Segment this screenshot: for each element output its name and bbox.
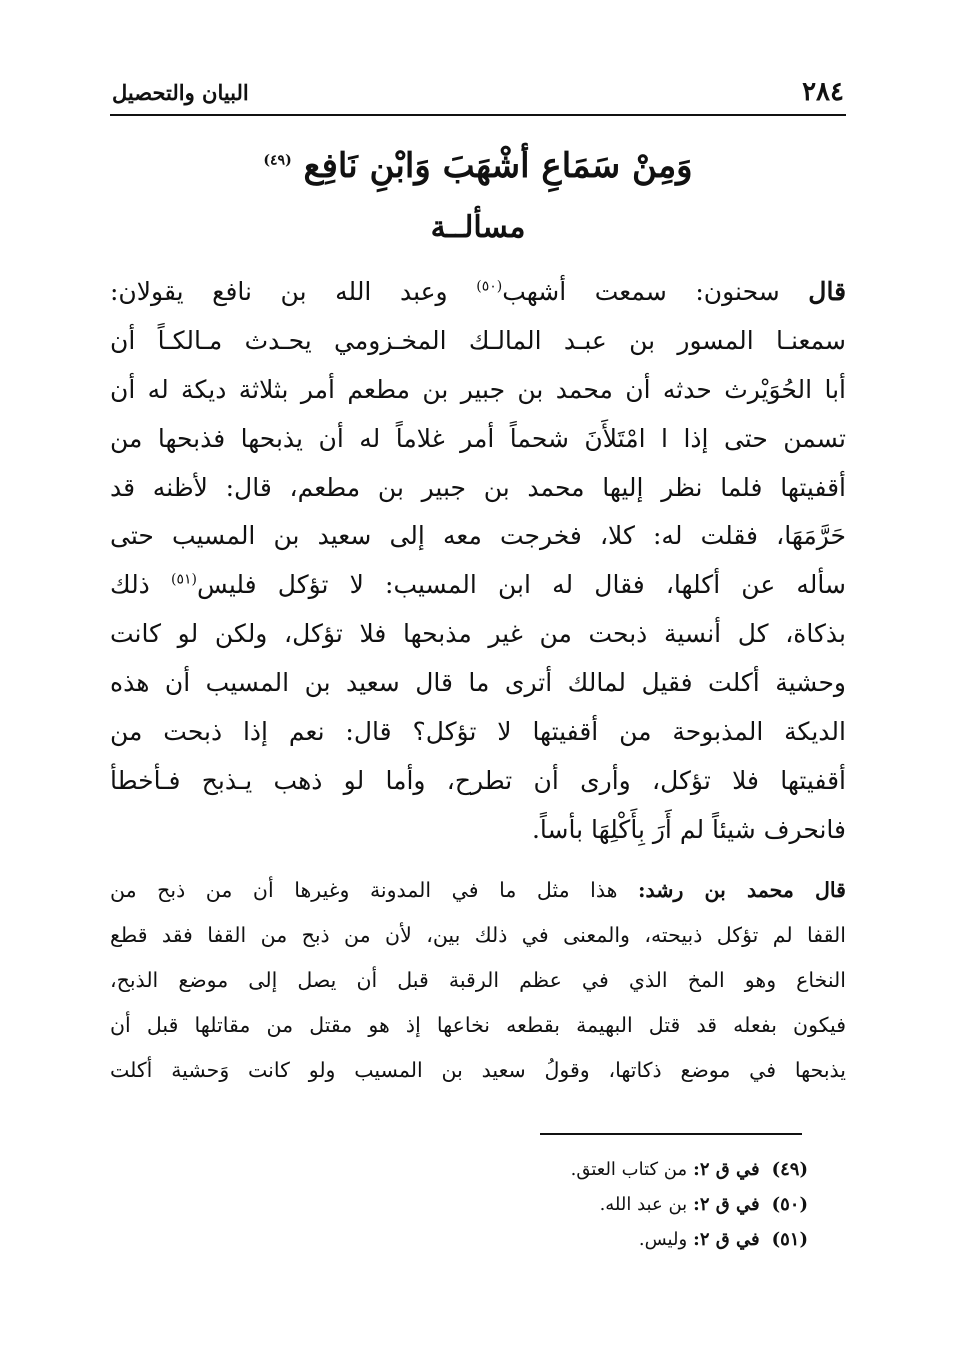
footnote-text: وليس.	[638, 1229, 688, 1250]
footnote-number: (٥٠)	[771, 1194, 808, 1215]
footnote	[110, 1222, 808, 1257]
footnote-number: (٥١)	[771, 1229, 808, 1250]
footnote-ref: (٤٩)	[263, 152, 292, 169]
text-line: يذبحها في موضع ذكاتها، وقولُ سعيد بن المسيب ولو كانت وَحشية أكلت	[110, 1058, 846, 1082]
running-header	[112, 70, 844, 114]
header-rule	[110, 114, 846, 116]
text-line: سمعنـا المسور بن عبـد المالـك المخـزومي يحـدث مـالكـاً أن	[110, 325, 846, 355]
footnotes	[110, 1152, 808, 1257]
speaker-label: قال محمد بن رشد:	[637, 878, 846, 902]
text-line: النخاع وهو المخ الذي في عظم الرقبة قبل أن يصل إلى موضع الذبح،	[110, 968, 846, 992]
speaker-label: قال	[808, 277, 846, 306]
footnote-rule	[540, 1133, 802, 1135]
footnote-ref: (٥١)	[170, 572, 197, 589]
text-line: أقفيتها فلا تؤكل، وأرى أن تطرح، وأما لو ذهب يـذبح فـأخطأ	[110, 765, 846, 795]
subtitle: مسألــة	[430, 210, 526, 245]
footnote-text: من كتاب العتق.	[570, 1159, 688, 1180]
text-line: وحشية أكلت فقيل لمالك أترى ما قال سعيد بن المسيب أن هذه	[110, 668, 846, 698]
text-line: قال سحنون: سمعت أشهب$^{(٥٠)}$ وعبد الله بن نافع يقولان:	[110, 277, 846, 306]
text-line: بذكاة، كل أنسية ذبحت من غير مذبحها فلا تؤكل، ولكن لو كانت	[110, 619, 846, 649]
text-line: القفا لم تؤكل ذبيحته، والمعنى في ذلك بين، لأن من ذبح من القفا فقد قطع	[110, 923, 846, 947]
section-title	[110, 138, 846, 194]
footnote-source: في ق ٢:	[693, 1159, 760, 1180]
footnote-ref: (٥٠)	[476, 278, 503, 295]
text-line: سأله عن أكلها، فقال له ابن المسيب: لا تؤكل فليس$^{(٥١)}$ ذلك	[110, 570, 846, 600]
text-line: فانحرف شيئاً لم أَرَ بِأَكْلِهَا بأساً.	[531, 814, 846, 844]
footnote-source: في ق ٢:	[693, 1194, 760, 1215]
text-line: حَرَّمَهَا، فقلت له: كلا، فخرجت معه إلى سعيد بن المسيب حتى	[110, 521, 846, 551]
commentary-paragraph	[110, 868, 846, 1093]
text-line: تسمن حتى إذا ا امْتَلأَنَ شحماً أمر غلاماً له أن يذبحها فذبحها من	[110, 423, 846, 453]
text-line: قال محمد بن رشد: هذا مثل ما في المدونة وغيرها أن من ذبح من	[110, 878, 846, 902]
text-line: أبا الحُوَيْرث حدثه أن محمد بن جبير بن مطعم أمر بثلاثة ديكة له أن	[110, 374, 846, 404]
text-line: الديكة المذبوحة من أقفيتها لا تؤكل؟ قال: نعم إذا ذبحت من	[110, 717, 846, 747]
footnote-number: (٤٩)	[771, 1159, 808, 1180]
footnote	[110, 1152, 808, 1187]
footnote-source: في ق ٢:	[693, 1229, 760, 1250]
section-title-text: وَمِنْ سَمَاعِ أشْهَبَ وَابْنِ نَافِع	[303, 146, 693, 186]
text-line: فيكون بفعله قد قتل البهيمة بقطعه نخاعها إذ هو مقتل من مقاتلها قبل أن	[110, 1013, 846, 1037]
footnote-text: بن عبد الله.	[599, 1194, 688, 1215]
book-title: البيان والتحصيل	[112, 79, 249, 105]
footnote	[110, 1187, 808, 1222]
narration-paragraph	[110, 268, 846, 855]
page-number: ٢٨٤	[802, 77, 844, 107]
text-line: أقفيتها فلما نظر إليها محمد بن جبير بن مطعم، قال: لأظنه قد	[110, 472, 846, 502]
